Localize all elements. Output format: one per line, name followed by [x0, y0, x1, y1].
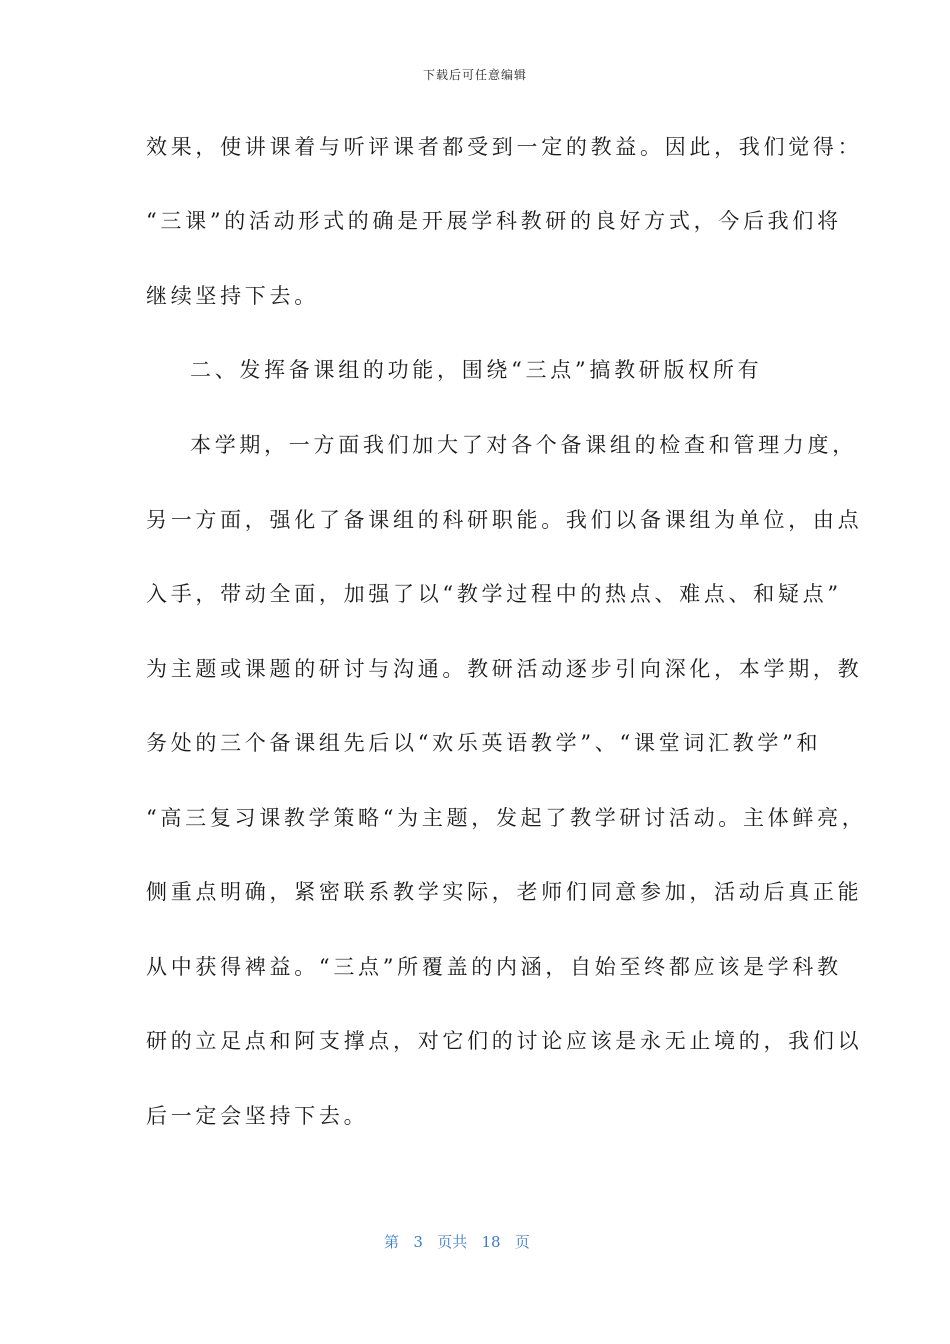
- footer-suffix: 页: [514, 1233, 530, 1251]
- paragraph-line: 务处的三个备课组先后以“欢乐英语教学”、“课堂词汇教学”和: [146, 731, 822, 755]
- page-footer: [384, 1231, 530, 1252]
- paragraph-line: 另一方面，强化了备课组的科研职能。我们以备课组为单位，由点: [146, 508, 863, 532]
- paragraph-line: 侧重点明确，紧密联系教学实际，老师们同意参加，活动后真正能: [146, 880, 863, 904]
- paragraph-line: “高三复习课教学策略“为主题，发起了教学研讨活动。主体鲜亮，: [146, 806, 867, 830]
- paragraph-line: 效果，使讲课着与听评课者都受到一定的教益。因此，我们觉得：: [146, 135, 863, 159]
- paragraph-line: 后一定会坚持下去。: [146, 1104, 369, 1128]
- total-page-count: 18: [481, 1233, 501, 1251]
- paragraph-line: 继续坚持下去。: [146, 284, 319, 308]
- paragraph-line: “三课”的活动形式的确是开展学科教研的良好方式，今后我们将: [146, 209, 842, 233]
- section-heading: 二、发挥备课组的功能，围绕“三点”搞教研版权所有: [190, 358, 763, 382]
- paragraph-line: 从中获得裨益。“三点”所覆盖的内涵，自始至终都应该是学科教: [146, 955, 842, 979]
- paragraph-line: 研的立足点和阿支撑点，对它们的讨论应该是永无止境的，我们以: [146, 1029, 863, 1053]
- current-page-number: 3: [413, 1233, 423, 1251]
- page-header: 下载后可任意编辑: [422, 68, 527, 82]
- footer-middle: 页共: [437, 1233, 468, 1251]
- paragraph-line: 本学期，一方面我们加大了对各个备课组的检查和管理力度，: [190, 433, 857, 457]
- paragraph-line: 入手，带动全面，加强了以“教学过程中的热点、难点、和疑点”: [146, 582, 842, 606]
- footer-prefix: 第: [384, 1233, 400, 1251]
- paragraph-line: 为主题或课题的研讨与沟通。教研活动逐步引向深化，本学期，教: [146, 657, 863, 681]
